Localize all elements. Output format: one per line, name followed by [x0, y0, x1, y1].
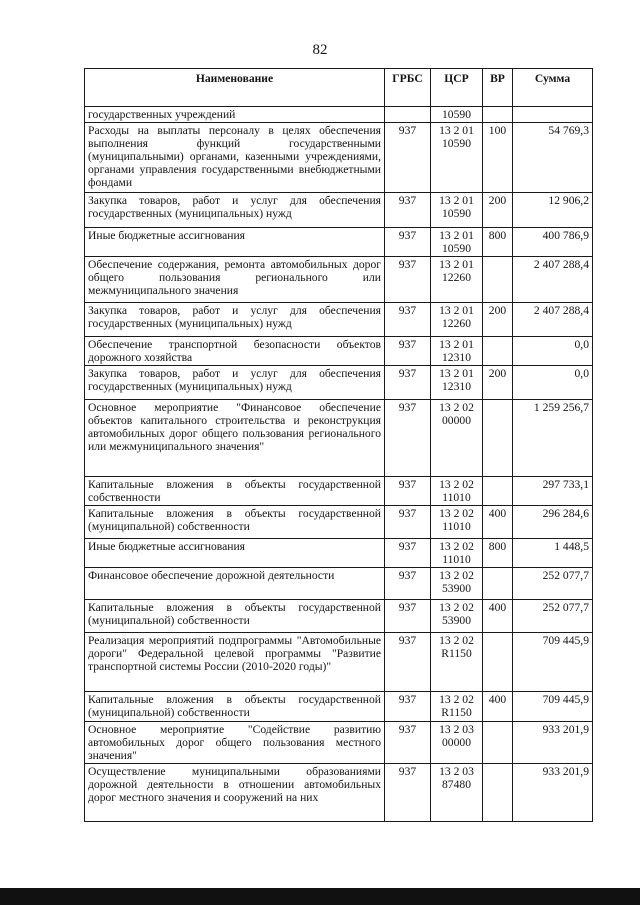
table-row: [85, 691, 593, 721]
cell-csr: 13 2 01 10590: [431, 192, 483, 227]
cell-name: Иные бюджетные ассигнования: [85, 538, 385, 567]
cell-name: Реализация мероприятий подпрограммы "Автомобильные дороги" Федеральной целевой программы "Развитие транспортной системы России (2010-2020 годы)": [85, 632, 385, 691]
cell-sum: 709 445,9: [513, 632, 593, 691]
cell-sum: 252 077,7: [513, 567, 593, 599]
cell-name: Обеспечение транспортной безопасности объектов дорожного хозяйства: [85, 336, 385, 365]
cell-vr: [483, 336, 513, 365]
cell-vr: 100: [483, 122, 513, 192]
table-row: [85, 336, 593, 365]
cell-grbs: 937: [385, 256, 431, 302]
cell-vr: 400: [483, 505, 513, 538]
cell-grbs: 937: [385, 365, 431, 399]
cell-grbs: 937: [385, 632, 431, 691]
cell-name: Иные бюджетные ассигнования: [85, 227, 385, 256]
cell-vr: 200: [483, 302, 513, 336]
table-row: [85, 302, 593, 336]
table-row: [85, 399, 593, 476]
header-grbs: ГРБС: [385, 69, 431, 107]
cell-csr: 13 2 01 10590: [431, 122, 483, 192]
cell-name: Финансовое обеспечение дорожной деятельности: [85, 567, 385, 599]
cell-grbs: [385, 107, 431, 123]
cell-sum: 2 407 288,4: [513, 302, 593, 336]
table-row: [85, 122, 593, 192]
cell-sum: 400 786,9: [513, 227, 593, 256]
table-row: [85, 227, 593, 256]
cell-grbs: 937: [385, 721, 431, 763]
cell-grbs: 937: [385, 192, 431, 227]
cell-name: Капитальные вложения в объекты государственной собственности: [85, 476, 385, 505]
cell-sum: 0,0: [513, 336, 593, 365]
cell-csr: 13 2 02 00000: [431, 399, 483, 476]
cell-csr: 13 2 01 10590: [431, 227, 483, 256]
scan-bottom-border: [0, 888, 640, 905]
cell-grbs: 937: [385, 599, 431, 632]
cell-name: Расходы на выплаты персоналу в целях обеспечения выполнения функций государственными (муниципальными) органами, казенными учреждениями, органами управления государственными внебюджетными фондами: [85, 122, 385, 192]
cell-vr: [483, 476, 513, 505]
cell-name: Основное мероприятие "Содействие развитию автомобильных дорог общего пользования местного значения": [85, 721, 385, 763]
cell-sum: 297 733,1: [513, 476, 593, 505]
cell-sum: 1 448,5: [513, 538, 593, 567]
header-vr: ВР: [483, 69, 513, 107]
cell-vr: [483, 763, 513, 821]
cell-grbs: 937: [385, 302, 431, 336]
budget-table: [84, 68, 593, 822]
table-row: [85, 365, 593, 399]
table-row: [85, 599, 593, 632]
cell-sum: 1 259 256,7: [513, 399, 593, 476]
cell-csr: 13 2 02 11010: [431, 538, 483, 567]
cell-csr: 13 2 03 00000: [431, 721, 483, 763]
cell-csr: 13 2 03 87480: [431, 763, 483, 821]
cell-csr: 13 2 02 11010: [431, 505, 483, 538]
table-body: [85, 107, 593, 822]
table-row: [85, 632, 593, 691]
cell-sum: 933 201,9: [513, 721, 593, 763]
cell-grbs: 937: [385, 227, 431, 256]
cell-vr: [483, 721, 513, 763]
table-row: [85, 763, 593, 821]
table-row: [85, 567, 593, 599]
cell-csr: 13 2 02 11010: [431, 476, 483, 505]
page-number: 82: [312, 42, 328, 58]
cell-sum: [513, 107, 593, 123]
table-header-row: [85, 69, 593, 107]
cell-sum: 709 445,9: [513, 691, 593, 721]
cell-csr: 13 2 01 12260: [431, 256, 483, 302]
cell-vr: 400: [483, 691, 513, 721]
cell-vr: 800: [483, 227, 513, 256]
cell-grbs: 937: [385, 691, 431, 721]
table-row: [85, 192, 593, 227]
table-row: [85, 538, 593, 567]
cell-name: Осуществление муниципальными образованиями дорожной деятельности в отношении автомобильных дорог местного значения и сооружений на них: [85, 763, 385, 821]
cell-name: государственных учреждений: [85, 107, 385, 123]
table-row: [85, 721, 593, 763]
cell-sum: 933 201,9: [513, 763, 593, 821]
cell-csr: 10590: [431, 107, 483, 123]
cell-grbs: 937: [385, 399, 431, 476]
cell-grbs: 937: [385, 505, 431, 538]
cell-csr: 13 2 02 53900: [431, 599, 483, 632]
cell-grbs: 937: [385, 336, 431, 365]
cell-name: Закупка товаров, работ и услуг для обеспечения государственных (муниципальных) нужд: [85, 302, 385, 336]
table-row: [85, 256, 593, 302]
cell-vr: [483, 256, 513, 302]
cell-csr: 13 2 01 12310: [431, 336, 483, 365]
cell-name: Обеспечение содержания, ремонта автомобильных дорог общего пользования регионального или межмуниципального значения: [85, 256, 385, 302]
cell-csr: 13 2 01 12310: [431, 365, 483, 399]
cell-name: Закупка товаров, работ и услуг для обеспечения государственных (муниципальных) нужд: [85, 192, 385, 227]
cell-sum: 0,0: [513, 365, 593, 399]
cell-csr: 13 2 02 R1150: [431, 691, 483, 721]
cell-csr: 13 2 02 R1150: [431, 632, 483, 691]
cell-vr: 800: [483, 538, 513, 567]
cell-sum: 54 769,3: [513, 122, 593, 192]
table-row: [85, 505, 593, 538]
cell-vr: 200: [483, 192, 513, 227]
cell-name: Капитальные вложения в объекты государственной (муниципальной) собственности: [85, 505, 385, 538]
cell-name: Капитальные вложения в объекты государственной (муниципальной) собственности: [85, 599, 385, 632]
header-sum: Сумма: [513, 69, 593, 107]
header-csr: ЦСР: [431, 69, 483, 107]
cell-sum: 296 284,6: [513, 505, 593, 538]
cell-vr: [483, 399, 513, 476]
cell-csr: 13 2 01 12260: [431, 302, 483, 336]
cell-csr: 13 2 02 53900: [431, 567, 483, 599]
cell-vr: 400: [483, 599, 513, 632]
table-row: [85, 476, 593, 505]
cell-grbs: 937: [385, 122, 431, 192]
cell-vr: 200: [483, 365, 513, 399]
cell-grbs: 937: [385, 538, 431, 567]
cell-vr: [483, 632, 513, 691]
cell-vr: [483, 107, 513, 123]
cell-grbs: 937: [385, 567, 431, 599]
cell-name: Капитальные вложения в объекты государственной (муниципальной) собственности: [85, 691, 385, 721]
cell-grbs: 937: [385, 476, 431, 505]
cell-sum: 252 077,7: [513, 599, 593, 632]
header-name: Наименование: [85, 69, 385, 107]
cell-grbs: 937: [385, 763, 431, 821]
table-row: [85, 107, 593, 123]
cell-sum: 2 407 288,4: [513, 256, 593, 302]
cell-name: Основное мероприятие "Финансовое обеспечение объектов капитального строительства и реконструкция автомобильных дорог общего пользования регионального или межмуниципального значения": [85, 399, 385, 476]
cell-sum: 12 906,2: [513, 192, 593, 227]
cell-vr: [483, 567, 513, 599]
cell-name: Закупка товаров, работ и услуг для обеспечения государственных (муниципальных) нужд: [85, 365, 385, 399]
